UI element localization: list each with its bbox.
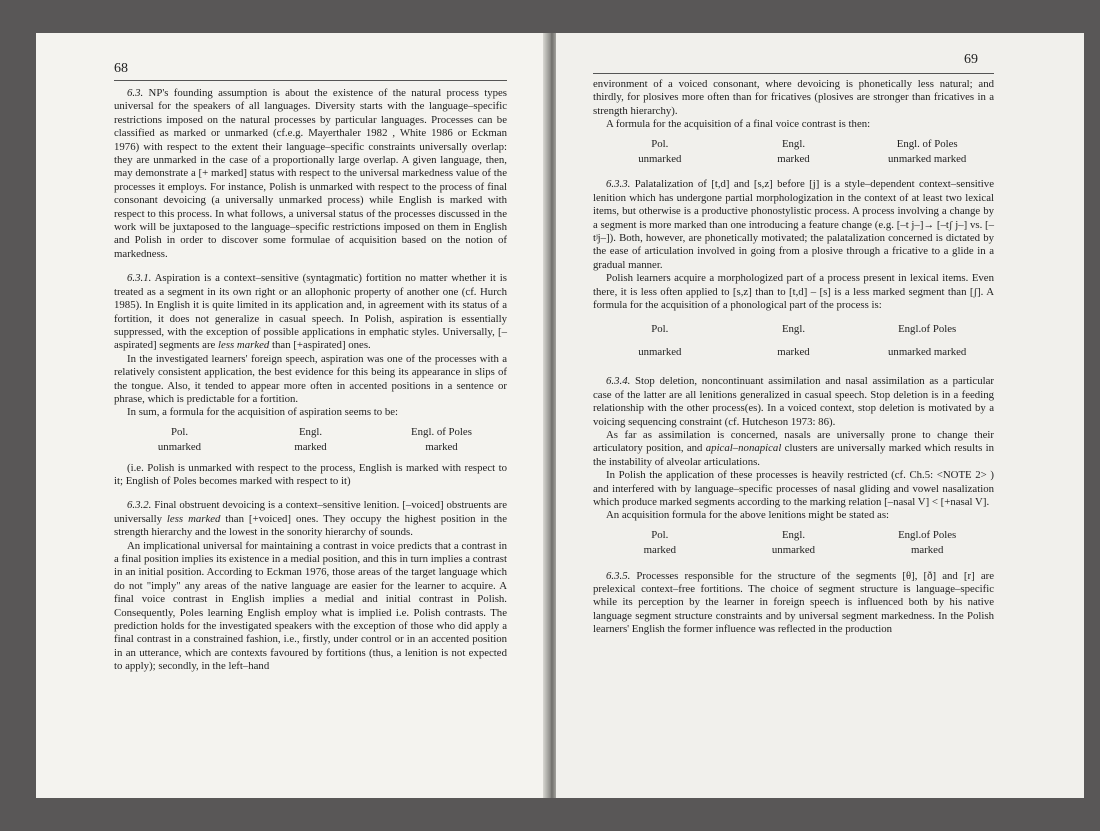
paragraph: An acquisition formula for the above lenitions might be stated as:	[606, 509, 890, 522]
section-6-3-5	[593, 570, 994, 637]
section-6-3-2	[114, 499, 507, 539]
paragraph: environment of a voiced consonant, where devoicing is phonetically less natural; and thirdly, for plosives more often than for fricatives (plosives are stronger than fricatives in a strength hierarchy).	[593, 78, 994, 117]
paragraph: An implicational universal for maintaining a contrast in voice predicts that a contrast in a final position implies its existence in a medial position, and this in turn implies a contrast in an initial position. According to Eckman 1976, those areas of the target language which do not "imply" any areas of the native language are easier for the learner to acquire. A final voice contrast in English implies a medial and initial contrast in Polish. Consequently, Poles learning English employ what is implied i.e. Polish contrasts. The prediction holds for the investigated speakers with the exception of those who did apply a final contrast in a constrained fashion, i.e., firstly, under control or in an accented position in an utterance, which are contexts favoured by fortitions (thus, a lenition is not expected to apply); secondly, in the left–hand	[114, 539, 507, 673]
formula-header: Pol.	[651, 528, 669, 541]
section-6-3-1	[114, 272, 507, 352]
formula-header: Engl.	[781, 528, 806, 541]
section-label: 6.3.2.	[127, 499, 152, 512]
paragraph-text: Aspiration is a context–sensitive (syntagmatic) fortition no matter whether it is treated as a segment in its own right or an allophonic property of another one (cf. Hurch 1985). In English it is quite limited in its application and, in agreement with its status of a fortition, it does not generalize in casual speech. In Polish, aspiration is essentially suppressed, with the exception of possible applications in emphatic styles. Universally, [–aspirated] segments are	[114, 272, 507, 352]
formula-value: unmarked	[157, 441, 202, 454]
formula-value: unmarked	[638, 153, 682, 166]
paragraph-text: NP's founding assumption is about the existence of the natural process types universal for the speakers of all languages. Diversity starts with the language–specific restrictions imposed on the natural processes by particular languages. Processes can be classified as marked or unmarked (cf.e.g. Mayerthaler 1982 , White 1986 or Eckman 1976) with respect to the extent their language–specific constraints universally overlap: they are unmarked in the case of a proportionally large overlap. A given language, then, may demonstrate a [+ marked] status with respect to the universal markedness value of the processes it employs. For instance, Polish is unmarked with respect to the process of final consonant devoicing (a universally unmarked process) while English is marked with respect to this process. In what follows, a universal status of the processes discussed in the work will be juxtaposed to the language–specific restrictions imposed on them in English and Polish in order to discover some formulae of acquisition based on the notion of markedness.	[114, 87, 507, 260]
left-page-text	[114, 87, 507, 674]
paragraph	[593, 429, 994, 469]
section-6-3	[114, 87, 507, 261]
formula-header: Engl. of Poles	[411, 425, 472, 438]
header-rule	[593, 73, 994, 74]
right-page	[556, 33, 1084, 798]
formula-header: Engl.of Poles	[898, 528, 957, 541]
paragraph-text: Processes responsible for the structure of the segments [θ], [ð] and [r] are prelexical context–free fortitions. The choice of segment structure is language–specific while its perception by the learner in foreign speech is influenced both by his native language segment structure constraints and by universal segment markedness. In the Polish learners' English the former influence was reflected in the production	[593, 569, 994, 636]
formula-value: marked	[643, 544, 677, 557]
paragraph-text: Stop deletion, noncontinuant assimilation and nasal assimilation as a particular case of the latter are all lenitions generalized in casual speech. Stop deletion is in a feeding relationship with the other process(es). In a voiced context, stop deletion is motivated by a voicing sequencing constraint (cf. Hutcheson 1973: 86).	[593, 375, 994, 428]
section-label: 6.3.4.	[606, 375, 631, 388]
formula-header: Pol.	[170, 425, 189, 438]
section-6-3-4	[593, 375, 994, 429]
paragraph-text: than [+aspirated] ones.	[269, 339, 371, 352]
formula-value: marked	[777, 345, 810, 358]
paragraph-text: Palatalization of [t,d] and [s,z] before [j] is a style–dependent context–sensitive lenition which has undergone partial morphologization in the context of at least two lexical items, but otherwise is a productive phonostylistic process. A process involving a change by a segment is more marked than one introducing a feature change (e.g. [–t j–]→ [–tʃ j–] vs. [–tʲj–]). Both, however, are phonetically motivated; the palatalization concerned is dictated by the ease of articulation involved in going from a plosive through a fricative to a glide in a gradual manner.	[593, 178, 994, 271]
paragraph: Polish learners acquire a morphologized part of a process present in lexical items. Even there, it is less often applied to [s,z] than to [t,d] – [s] is a less marked segment than [ʃ]. A formula for the acquisition of a phonological part of the process is:	[593, 272, 994, 312]
italic-phrase: less marked	[166, 512, 221, 525]
acquisition-formula	[593, 528, 994, 559]
acquisition-formula	[593, 318, 994, 365]
paragraph: In the investigated learners' foreign speech, aspiration was one of the processes with a relatively consistent application, the best evidence for this being its appearance in slips of the tongue. Also, it tended to appear more often in accented positions in a sentence or phrase, which is predictable for a fortition.	[114, 352, 507, 405]
acquisition-formula	[593, 137, 994, 168]
formula-header: Engl.of Poles	[898, 322, 957, 335]
formula-value: unmarked marked	[888, 345, 967, 358]
formula-header: Engl. of Poles	[896, 137, 958, 150]
section-label: 6.3.	[127, 87, 144, 99]
section-label: 6.3.5.	[606, 569, 631, 582]
section-label: 6.3.3.	[606, 178, 631, 191]
section-6-3-3	[593, 178, 994, 272]
formula-header: Pol.	[651, 322, 669, 335]
formula-value: unmarked	[771, 544, 816, 557]
paragraph: In Polish the application of these processes is heavily restricted (cf. Ch.5: <NOTE 2> ) and interfered with by language–specific processes of nasal gliding and vowel nasalization which produce marked segments according to the marking relation [–nasal V] < [+nasal V].	[593, 469, 994, 508]
formula-value: marked	[425, 441, 458, 454]
formula-value: marked	[910, 544, 944, 557]
paragraph: In sum, a formula for the acquisition of aspiration seems to be:	[127, 406, 399, 419]
formula-value: unmarked marked	[888, 153, 967, 166]
right-page-text	[593, 78, 994, 637]
left-page	[36, 33, 548, 798]
page-number: 68	[114, 61, 128, 76]
paragraph-text: clusters are universally marked which results in the instability of alveolar articulations.	[593, 442, 994, 468]
header-rule	[114, 80, 507, 81]
formula-header: Engl.	[781, 322, 806, 335]
formula-header: Engl.	[781, 137, 806, 150]
section-label: 6.3.1.	[127, 272, 152, 285]
paragraph-text: Final obstruent devoicing is a context–sensitive lenition. [–voiced] obstruents are universally	[114, 499, 507, 525]
paragraph: A formula for the acquisition of a final voice contrast is then:	[606, 118, 871, 131]
formula-header: Pol.	[651, 137, 669, 150]
page-number: 69	[964, 52, 978, 67]
paragraph-text: As far as assimilation is concerned, nasals are universally prone to change their articulatory position, and	[593, 428, 994, 455]
paragraph: (i.e. Polish is unmarked with respect to the process, English is marked with respect to it; English of Poles becomes marked with respect to it)	[114, 461, 507, 487]
italic-phrase: less marked	[218, 339, 270, 352]
formula-value: marked	[777, 153, 810, 166]
italic-phrase: apical–nonapical	[705, 442, 782, 455]
paragraph-text: than [+voiced] ones. They occupy the highest position in the strength hierarchy and the lowest in the sonority hierarchy of sounds.	[114, 512, 507, 539]
acquisition-formula	[114, 425, 507, 456]
formula-value: marked	[294, 441, 327, 454]
formula-value: unmarked	[638, 345, 682, 358]
formula-header: Engl.	[298, 425, 323, 438]
